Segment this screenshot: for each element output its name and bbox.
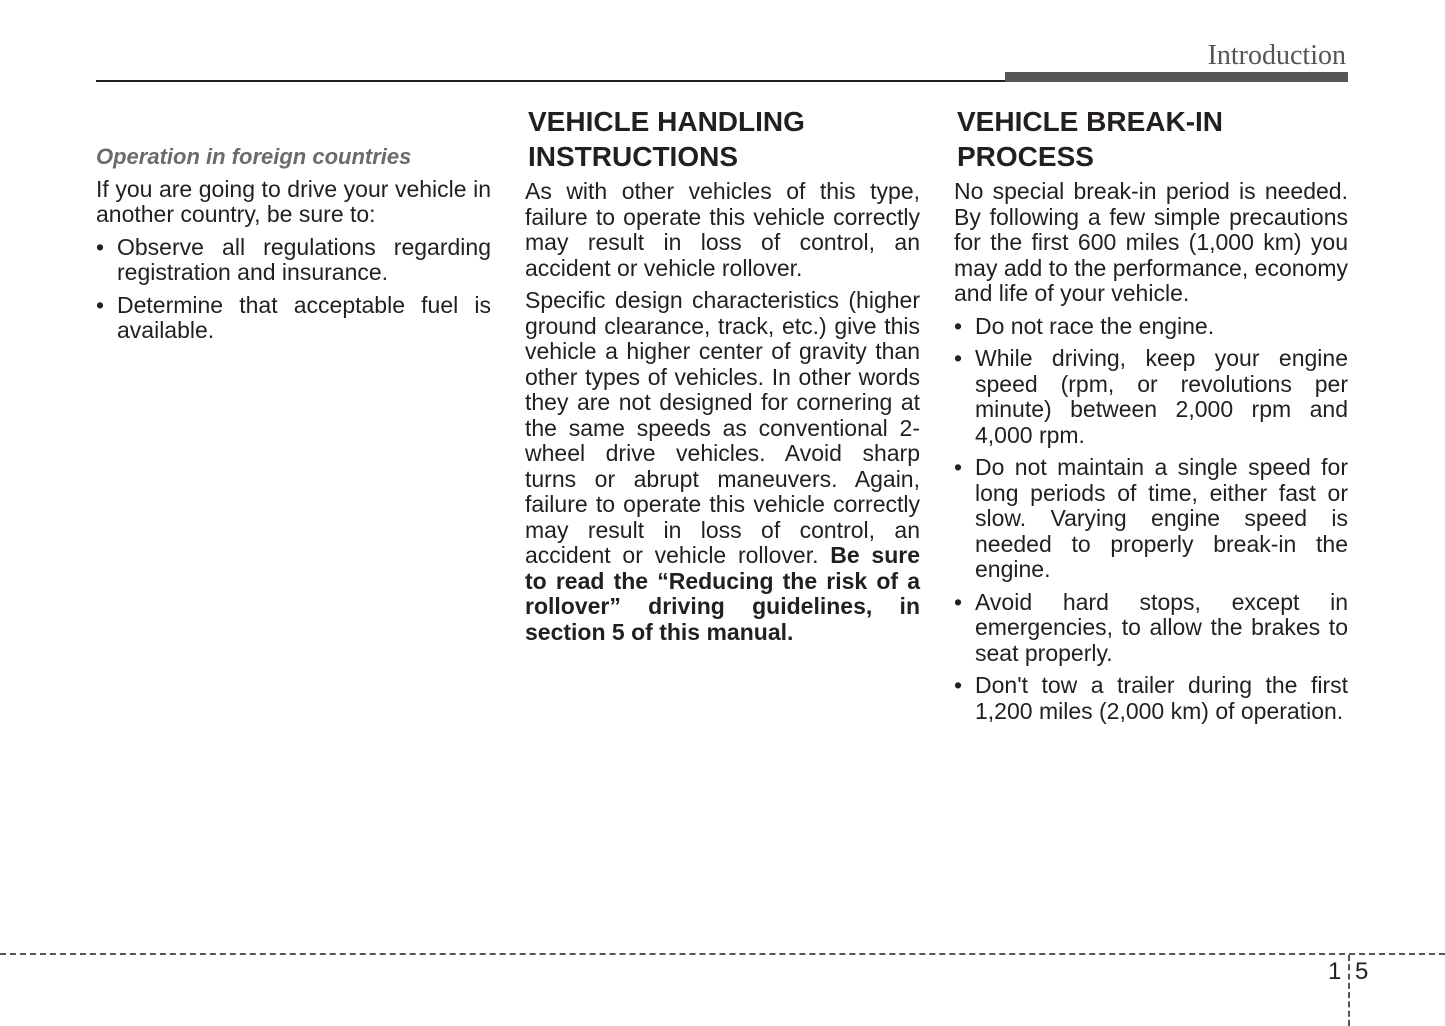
intro-paragraph: No special break-in period is needed. By following a few simple precautions for the first 600 miles (1,000 km) you may add to the performance, economy and life of your vehicle. [954, 178, 1348, 306]
bullet-list [96, 235, 491, 344]
heading-line: INSTRUCTIONS [528, 141, 738, 172]
list-item: • Do not race the engine. [954, 314, 1348, 340]
bullet-list [954, 314, 1348, 725]
list-item: • While driving, keep your engine speed (rpm, or revolutions per minute) between 2,000 rpm and 4,000 rpm. [954, 346, 1348, 448]
list-item: • Determine that acceptable fuel is available. [96, 293, 491, 344]
heading-line: VEHICLE HANDLING [528, 106, 805, 137]
page-number: 5 [1355, 958, 1369, 985]
column-foreign-countries [96, 104, 491, 351]
heading-line: PROCESS [957, 141, 1094, 172]
paragraph-text: Specific design characteristics (higher ground clearance, track, etc.) give this vehicle a higher center of gravity than other types of vehicles. In other words they are not designed for cornering at the same speeds as conventional 2-wheel drive vehicles. Avoid sharp turns or abrupt maneuvers. Again, failure to operate this vehicle correctly may result in loss of control, an accident or vehicle rollover. [525, 287, 920, 568]
paragraph [525, 288, 920, 645]
section-title: Introduction [1207, 40, 1346, 71]
list-item: • Don't tow a trailer during the first 1,200 miles (2,000 km) of operation. [954, 673, 1348, 724]
rollover-warning: Be sure to read the “Reducing the risk of a rollover” driving guidelines, in section 5 of this manual. [525, 542, 921, 645]
heading-line: VEHICLE BREAK-IN [957, 106, 1224, 137]
footer-divider [0, 953, 1445, 955]
page-number-divider [1348, 955, 1350, 1026]
list-item: • Avoid hard stops, except in emergencies, to allow the brakes to seat properly. [954, 590, 1348, 667]
column-break-in [954, 104, 1348, 731]
column-vehicle-handling [525, 104, 920, 645]
heading-vehicle-handling [528, 104, 920, 174]
intro-paragraph: If you are going to drive your vehicle in another country, be sure to: [96, 175, 491, 227]
list-item: • Observe all regulations regarding registration and insurance. [96, 235, 491, 286]
header-tab-bar [1005, 72, 1348, 82]
chapter-number: 1 [1328, 958, 1342, 985]
subheading-foreign-countries: Operation in foreign countries [96, 144, 412, 169]
list-item: • Do not maintain a single speed for long periods of time, either fast or slow. Varying engine speed is needed to properly break-in the engine. [954, 455, 1348, 583]
paragraph: As with other vehicles of this type, failure to operate this vehicle correctly may result in loss of control, an accident or vehicle rollover. [525, 178, 920, 281]
heading-break-in [957, 104, 1348, 174]
